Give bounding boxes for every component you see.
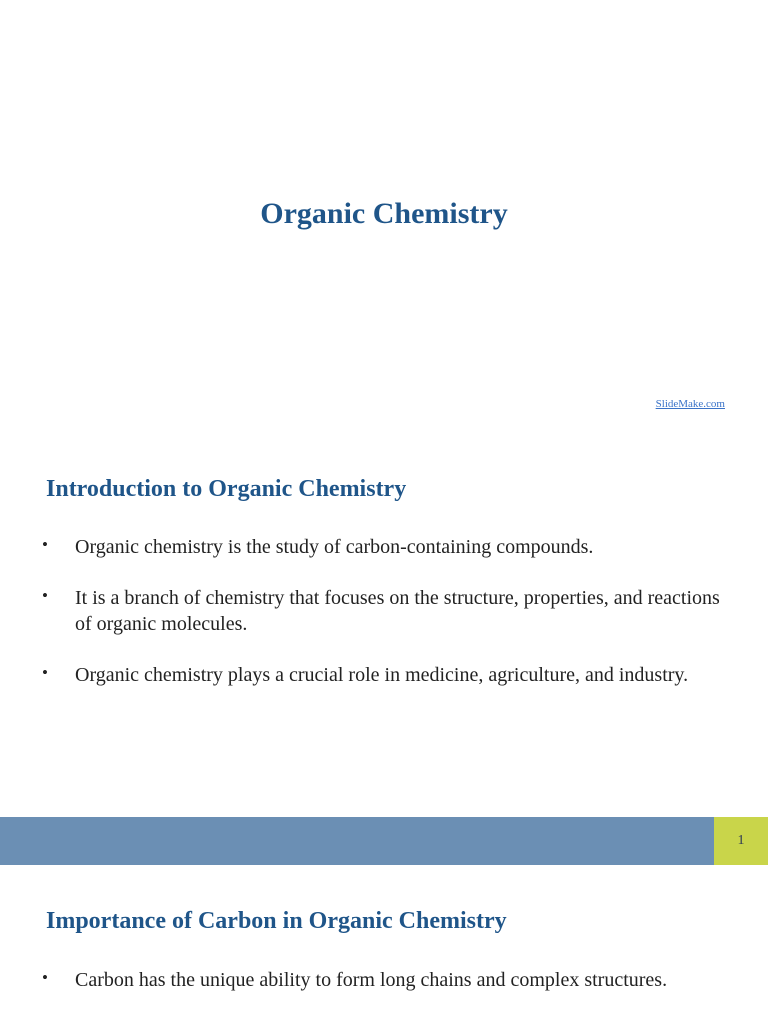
- slidemake-link[interactable]: SlideMake.com: [655, 398, 725, 410]
- bullet-icon: •: [42, 586, 48, 605]
- slide-footer-bar: [0, 817, 714, 865]
- title-slide: [0, 0, 768, 440]
- slide-heading-introduction: Introduction to Organic Chemistry: [46, 476, 407, 502]
- bullet-icon: •: [42, 535, 48, 554]
- bullet-text: Carbon has the unique ability to form long chains and complex structures.: [75, 969, 668, 991]
- presentation-title: Organic Chemistry: [260, 197, 508, 230]
- bullet-text: It is a branch of chemistry that focuses on the structure, properties, and reactions of organic molecules.: [75, 587, 720, 635]
- bullet-text: Organic chemistry plays a crucial role in medicine, agriculture, and industry.: [75, 664, 689, 686]
- slide-heading-carbon-importance: Importance of Carbon in Organic Chemistry: [46, 908, 507, 934]
- page-number-badge: 1: [714, 817, 768, 865]
- bullet-icon: •: [42, 968, 48, 987]
- bullet-icon: •: [42, 663, 48, 682]
- bullet-text: Organic chemistry is the study of carbon-containing compounds.: [75, 536, 594, 558]
